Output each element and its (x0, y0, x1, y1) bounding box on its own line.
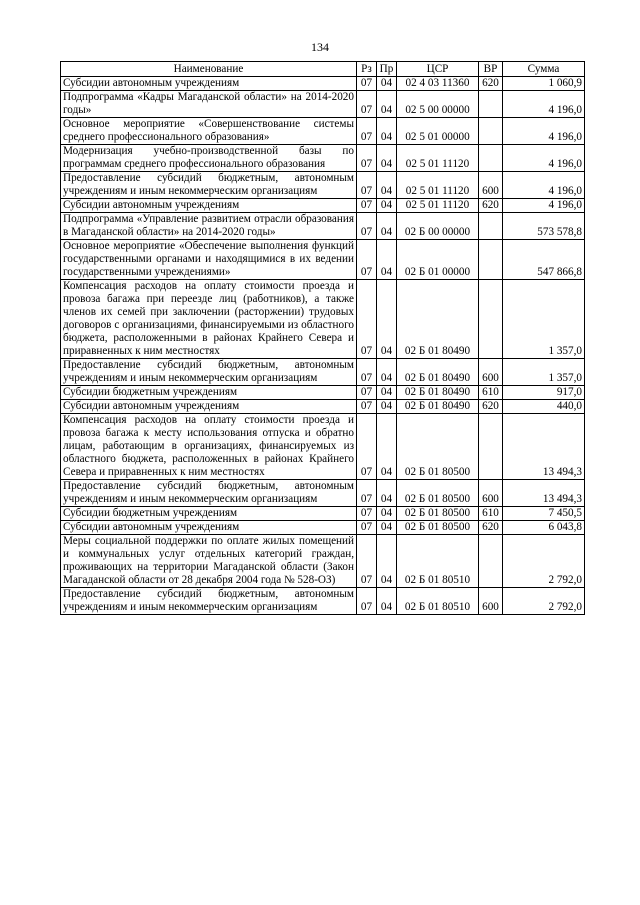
header-csr: ЦСР (397, 62, 479, 77)
cell-sum: 1 060,9 (503, 77, 585, 91)
cell-name: Подпрограмма «Кадры Магаданской области» на 2014-2020 годы» (61, 91, 357, 118)
cell-sum: 1 357,0 (503, 280, 585, 359)
cell-vr (479, 145, 503, 172)
cell-pr: 04 (377, 507, 397, 521)
page-number: 134 (311, 40, 329, 54)
cell-name: Субсидии автономным учреждениям (61, 521, 357, 535)
cell-sum: 13 494,3 (503, 480, 585, 507)
cell-csr: 02 5 01 11120 (397, 145, 479, 172)
cell-csr: 02 Б 01 80500 (397, 521, 479, 535)
cell-sum: 917,0 (503, 386, 585, 400)
cell-rz: 07 (357, 521, 377, 535)
cell-rz: 07 (357, 213, 377, 240)
cell-rz: 07 (357, 386, 377, 400)
cell-rz: 07 (357, 507, 377, 521)
table-header-row (61, 62, 585, 77)
cell-vr (479, 535, 503, 588)
header-rz: Рз (357, 62, 377, 77)
cell-name: Основное мероприятие «Обеспечение выполнения функций государственными органами и находящимися в их ведении государственными учреждениями» (61, 240, 357, 280)
cell-sum: 2 792,0 (503, 535, 585, 588)
cell-sum: 4 196,0 (503, 118, 585, 145)
cell-vr (479, 240, 503, 280)
cell-name: Субсидии бюджетным учреждениям (61, 386, 357, 400)
cell-rz: 07 (357, 77, 377, 91)
cell-pr: 04 (377, 359, 397, 386)
cell-vr: 600 (479, 588, 503, 615)
cell-name: Компенсация расходов на оплату стоимости проезда и провоза багажа при переезде лиц (работников), а также членов их семей при заключении (расторжении) трудовых договоров с организациями, финансируемыми из областного бюджета, расположенными в районах Крайнего Севера и приравненных к ним местностях (61, 280, 357, 359)
cell-sum: 7 450,5 (503, 507, 585, 521)
cell-csr: 02 Б 01 80490 (397, 400, 479, 414)
cell-csr: 02 Б 01 80490 (397, 359, 479, 386)
table-row (61, 240, 585, 280)
cell-csr: 02 5 01 00000 (397, 118, 479, 145)
table-row (61, 199, 585, 213)
cell-rz: 07 (357, 199, 377, 213)
budget-table (60, 61, 585, 615)
cell-sum: 2 792,0 (503, 588, 585, 615)
table-body (61, 77, 585, 615)
cell-vr: 620 (479, 77, 503, 91)
cell-rz: 07 (357, 359, 377, 386)
cell-rz: 07 (357, 400, 377, 414)
cell-vr (479, 118, 503, 145)
cell-pr: 04 (377, 414, 397, 480)
cell-pr: 04 (377, 77, 397, 91)
cell-pr: 04 (377, 213, 397, 240)
table-row (61, 521, 585, 535)
cell-sum: 440,0 (503, 400, 585, 414)
cell-csr: 02 5 01 11120 (397, 199, 479, 213)
cell-pr: 04 (377, 118, 397, 145)
table-row (61, 145, 585, 172)
header-vr: ВР (479, 62, 503, 77)
table-row (61, 400, 585, 414)
cell-vr: 600 (479, 480, 503, 507)
table-row (61, 91, 585, 118)
cell-pr: 04 (377, 280, 397, 359)
cell-vr: 620 (479, 199, 503, 213)
cell-name: Предоставление субсидий бюджетным, автономным учреждениям и иным некоммерческим организациям (61, 480, 357, 507)
cell-sum: 547 866,8 (503, 240, 585, 280)
cell-name: Модернизация учебно-производственной базы по программам среднего профессионального образования (61, 145, 357, 172)
cell-rz: 07 (357, 118, 377, 145)
cell-vr (479, 91, 503, 118)
table-row (61, 77, 585, 91)
table-row (61, 414, 585, 480)
cell-name: Субсидии автономным учреждениям (61, 77, 357, 91)
table-row (61, 213, 585, 240)
cell-vr: 600 (479, 359, 503, 386)
cell-rz: 07 (357, 535, 377, 588)
cell-sum: 6 043,8 (503, 521, 585, 535)
cell-pr: 04 (377, 240, 397, 280)
cell-vr: 600 (479, 172, 503, 199)
cell-csr: 02 Б 01 00000 (397, 240, 479, 280)
cell-name: Субсидии автономным учреждениям (61, 400, 357, 414)
cell-csr: 02 Б 01 80500 (397, 480, 479, 507)
table-row (61, 118, 585, 145)
cell-vr: 620 (479, 521, 503, 535)
table-row (61, 280, 585, 359)
cell-pr: 04 (377, 535, 397, 588)
cell-csr: 02 Б 01 80510 (397, 535, 479, 588)
header-name: Наименование (61, 62, 357, 77)
table-row (61, 507, 585, 521)
cell-sum: 13 494,3 (503, 414, 585, 480)
cell-vr: 610 (479, 386, 503, 400)
cell-pr: 04 (377, 400, 397, 414)
cell-rz: 07 (357, 480, 377, 507)
cell-name: Предоставление субсидий бюджетным, автономным учреждениям и иным некоммерческим организациям (61, 588, 357, 615)
table-row (61, 535, 585, 588)
cell-rz: 07 (357, 588, 377, 615)
table-row (61, 588, 585, 615)
cell-rz: 07 (357, 414, 377, 480)
cell-vr: 620 (479, 400, 503, 414)
table-row (61, 359, 585, 386)
cell-sum: 1 357,0 (503, 359, 585, 386)
cell-rz: 07 (357, 280, 377, 359)
cell-sum: 4 196,0 (503, 91, 585, 118)
cell-pr: 04 (377, 588, 397, 615)
cell-sum: 573 578,8 (503, 213, 585, 240)
cell-pr: 04 (377, 521, 397, 535)
table-row (61, 480, 585, 507)
cell-csr: 02 Б 01 80490 (397, 386, 479, 400)
table-row (61, 386, 585, 400)
cell-vr (479, 414, 503, 480)
cell-csr: 02 5 01 11120 (397, 172, 479, 199)
cell-vr: 610 (479, 507, 503, 521)
cell-csr: 02 Б 01 80500 (397, 414, 479, 480)
cell-name: Субсидии автономным учреждениям (61, 199, 357, 213)
cell-sum: 4 196,0 (503, 199, 585, 213)
cell-csr: 02 5 00 00000 (397, 91, 479, 118)
cell-pr: 04 (377, 386, 397, 400)
cell-name: Предоставление субсидий бюджетным, автономным учреждениям и иным некоммерческим организациям (61, 172, 357, 199)
cell-name: Компенсация расходов на оплату стоимости проезда и провоза багажа к месту использования отпуска и обратно лицам, работающим в организациях, финансируемых из областного бюджета, расположенных в районах Крайнего Севера и приравненных к ним местностях (61, 414, 357, 480)
table-row (61, 172, 585, 199)
cell-pr: 04 (377, 145, 397, 172)
cell-vr (479, 213, 503, 240)
cell-pr: 04 (377, 172, 397, 199)
cell-sum: 4 196,0 (503, 172, 585, 199)
cell-rz: 07 (357, 172, 377, 199)
cell-name: Основное мероприятие «Совершенствование системы среднего профессионального образования» (61, 118, 357, 145)
cell-csr: 02 Б 01 80510 (397, 588, 479, 615)
cell-csr: 02 Б 01 80500 (397, 507, 479, 521)
cell-name: Подпрограмма «Управление развитием отрасли образования в Магаданской области» на 2014-2020 годы» (61, 213, 357, 240)
cell-vr (479, 280, 503, 359)
header-pr: Пр (377, 62, 397, 77)
cell-rz: 07 (357, 240, 377, 280)
cell-name: Меры социальной поддержки по оплате жилых помещений и коммунальных услуг отдельных категорий граждан, проживающих на территории Магаданской области (Закон Магаданской области от 28 декабря 2004 года № 528-ОЗ) (61, 535, 357, 588)
cell-rz: 07 (357, 91, 377, 118)
cell-csr: 02 4 03 11360 (397, 77, 479, 91)
cell-csr: 02 Б 01 80490 (397, 280, 479, 359)
header-sum: Сумма (503, 62, 585, 77)
cell-pr: 04 (377, 199, 397, 213)
cell-name: Предоставление субсидий бюджетным, автономным учреждениям и иным некоммерческим организациям (61, 359, 357, 386)
cell-sum: 4 196,0 (503, 145, 585, 172)
cell-csr: 02 Б 00 00000 (397, 213, 479, 240)
cell-pr: 04 (377, 91, 397, 118)
cell-name: Субсидии бюджетным учреждениям (61, 507, 357, 521)
cell-rz: 07 (357, 145, 377, 172)
cell-pr: 04 (377, 480, 397, 507)
